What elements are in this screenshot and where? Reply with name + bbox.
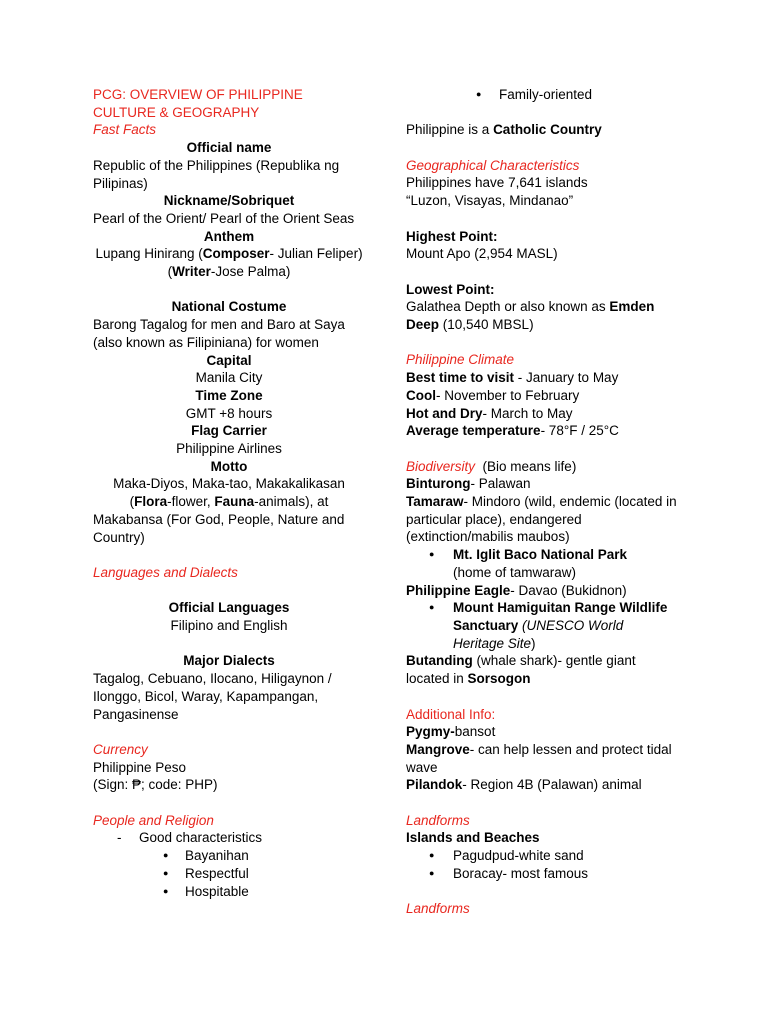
capital-heading: Capital (206, 352, 252, 368)
climate-average-temp: Average temperature- 78°F / 25°C (406, 423, 619, 439)
anthem-heading: Anthem (203, 228, 255, 244)
major-dialects-heading: Major Dialects (183, 653, 275, 669)
major-dialects-text: Tagalog, Cebuano, Ilocano, Hiligaynon / Ilonggo, Bicol, Waray, Kapampangan, Pangasinense (93, 671, 332, 722)
binturong: Binturong- Palawan (406, 476, 531, 492)
capital-text: Manila City (195, 370, 263, 386)
butanding: Butanding (whale shark)- gentle giant located in Sorsogon (406, 653, 636, 687)
currency-sign: (Sign: ₱; code: PHP) (93, 777, 218, 793)
right-column (406, 86, 678, 918)
motto-heading: Motto (210, 458, 248, 474)
list-item: ● Family-oriented (406, 86, 678, 104)
section-fast-facts: Fast Facts (93, 122, 157, 138)
costume-text: Barong Tagalog for men and Baro at Saya (also known as Filipiniana) for women (93, 317, 345, 350)
lowest-point-text: Galathea Depth or also known as Emden Deep (10,540 MBSL) (406, 299, 655, 333)
flag-carrier-text: Philippine Airlines (176, 441, 282, 457)
official-languages-text: Filipino and English (170, 618, 288, 634)
catholic-text: Philippine is a Catholic Country (406, 122, 602, 138)
section-languages: Languages and Dialects (93, 564, 238, 580)
official-languages-heading: Official Languages (168, 600, 290, 616)
motto-text-2: Makabansa (For God, People, Nature and Country) (93, 511, 345, 545)
nickname-heading: Nickname/Sobriquet (163, 193, 295, 209)
climate-hot-dry: Hot and Dry- March to May (406, 405, 573, 421)
flag-carrier-heading: Flag Carrier (191, 423, 267, 439)
nickname-text: Pearl of the Orient/ Pearl of the Orient Seas (93, 210, 355, 226)
pilandok: Pilandok- Region 4B (Palawan) animal (406, 777, 642, 793)
timezone-text: GMT +8 hours (185, 405, 273, 421)
list-item: ● Hospitable (93, 883, 365, 901)
motto-text: Maka-Diyos, Maka-tao, Makakalikasan (Flora-flower, Fauna-animals), at (113, 476, 345, 510)
anthem-text: Lupang Hinirang (Composer- Julian Feliper) (Writer-Jose Palma) (95, 246, 363, 280)
section-additional-info: Additional Info: (406, 706, 496, 722)
climate-best-time: Best time to visit - January to May (406, 370, 619, 386)
list-item: ● Mt. Iglit Baco National Park (home of tamwaraw) (406, 546, 678, 581)
good-characteristics: - Good characteristics (93, 829, 365, 847)
philippine-eagle: Philippine Eagle- Davao (Bukidnon) (406, 582, 627, 598)
section-landforms-2: Landforms (406, 901, 470, 917)
climate-cool: Cool- November to February (406, 387, 580, 403)
official-name-heading: Official name (186, 140, 272, 156)
timezone-heading: Time Zone (195, 387, 263, 403)
currency-text: Philippine Peso (93, 759, 187, 775)
lowest-point-heading: Lowest Point: (406, 281, 495, 297)
list-item: ● Bayanihan (93, 847, 365, 865)
section-landforms: Landforms (406, 812, 470, 828)
costume-heading: National Costume (171, 299, 287, 315)
list-item: ● Boracay- most famous (406, 865, 678, 883)
tamaraw: Tamaraw- Mindoro (wild, endemic (located in particular place), endangered (extinction/mabilis maubos) (406, 494, 677, 545)
islands-count: Philippines have 7,641 islands (406, 175, 588, 191)
highest-point-heading: Highest Point: (406, 228, 498, 244)
section-currency: Currency (93, 741, 148, 757)
left-column (93, 86, 365, 900)
section-geographical: Geographical Characteristics (406, 157, 580, 173)
highest-point-text: Mount Apo (2,954 MASL) (406, 246, 558, 262)
official-name-text: Republic of the Philippines (Republika ng Pilipinas) (93, 157, 340, 191)
section-people-religion: People and Religion (93, 812, 214, 828)
section-climate: Philippine Climate (406, 352, 515, 368)
pygmy: Pygmy-bansot (406, 724, 496, 740)
list-item: ● Respectful (93, 865, 365, 883)
list-item: ● Pagudpud-white sand (406, 847, 678, 865)
islands-beaches-heading: Islands and Beaches (406, 830, 540, 846)
list-item: ● Mount Hamiguitan Range Wildlife Sanctuary (UNESCO World Heritage Site) (406, 599, 678, 652)
mangrove: Mangrove- can help lessen and protect tidal wave (406, 741, 672, 775)
island-groups: “Luzon, Visayas, Mindanao” (406, 193, 574, 209)
section-biodiversity: Biodiversity (Bio means life) (406, 458, 577, 474)
document-title: PCG: OVERVIEW OF PHILIPPINE CULTURE & GEOGRAPHY (93, 87, 303, 120)
